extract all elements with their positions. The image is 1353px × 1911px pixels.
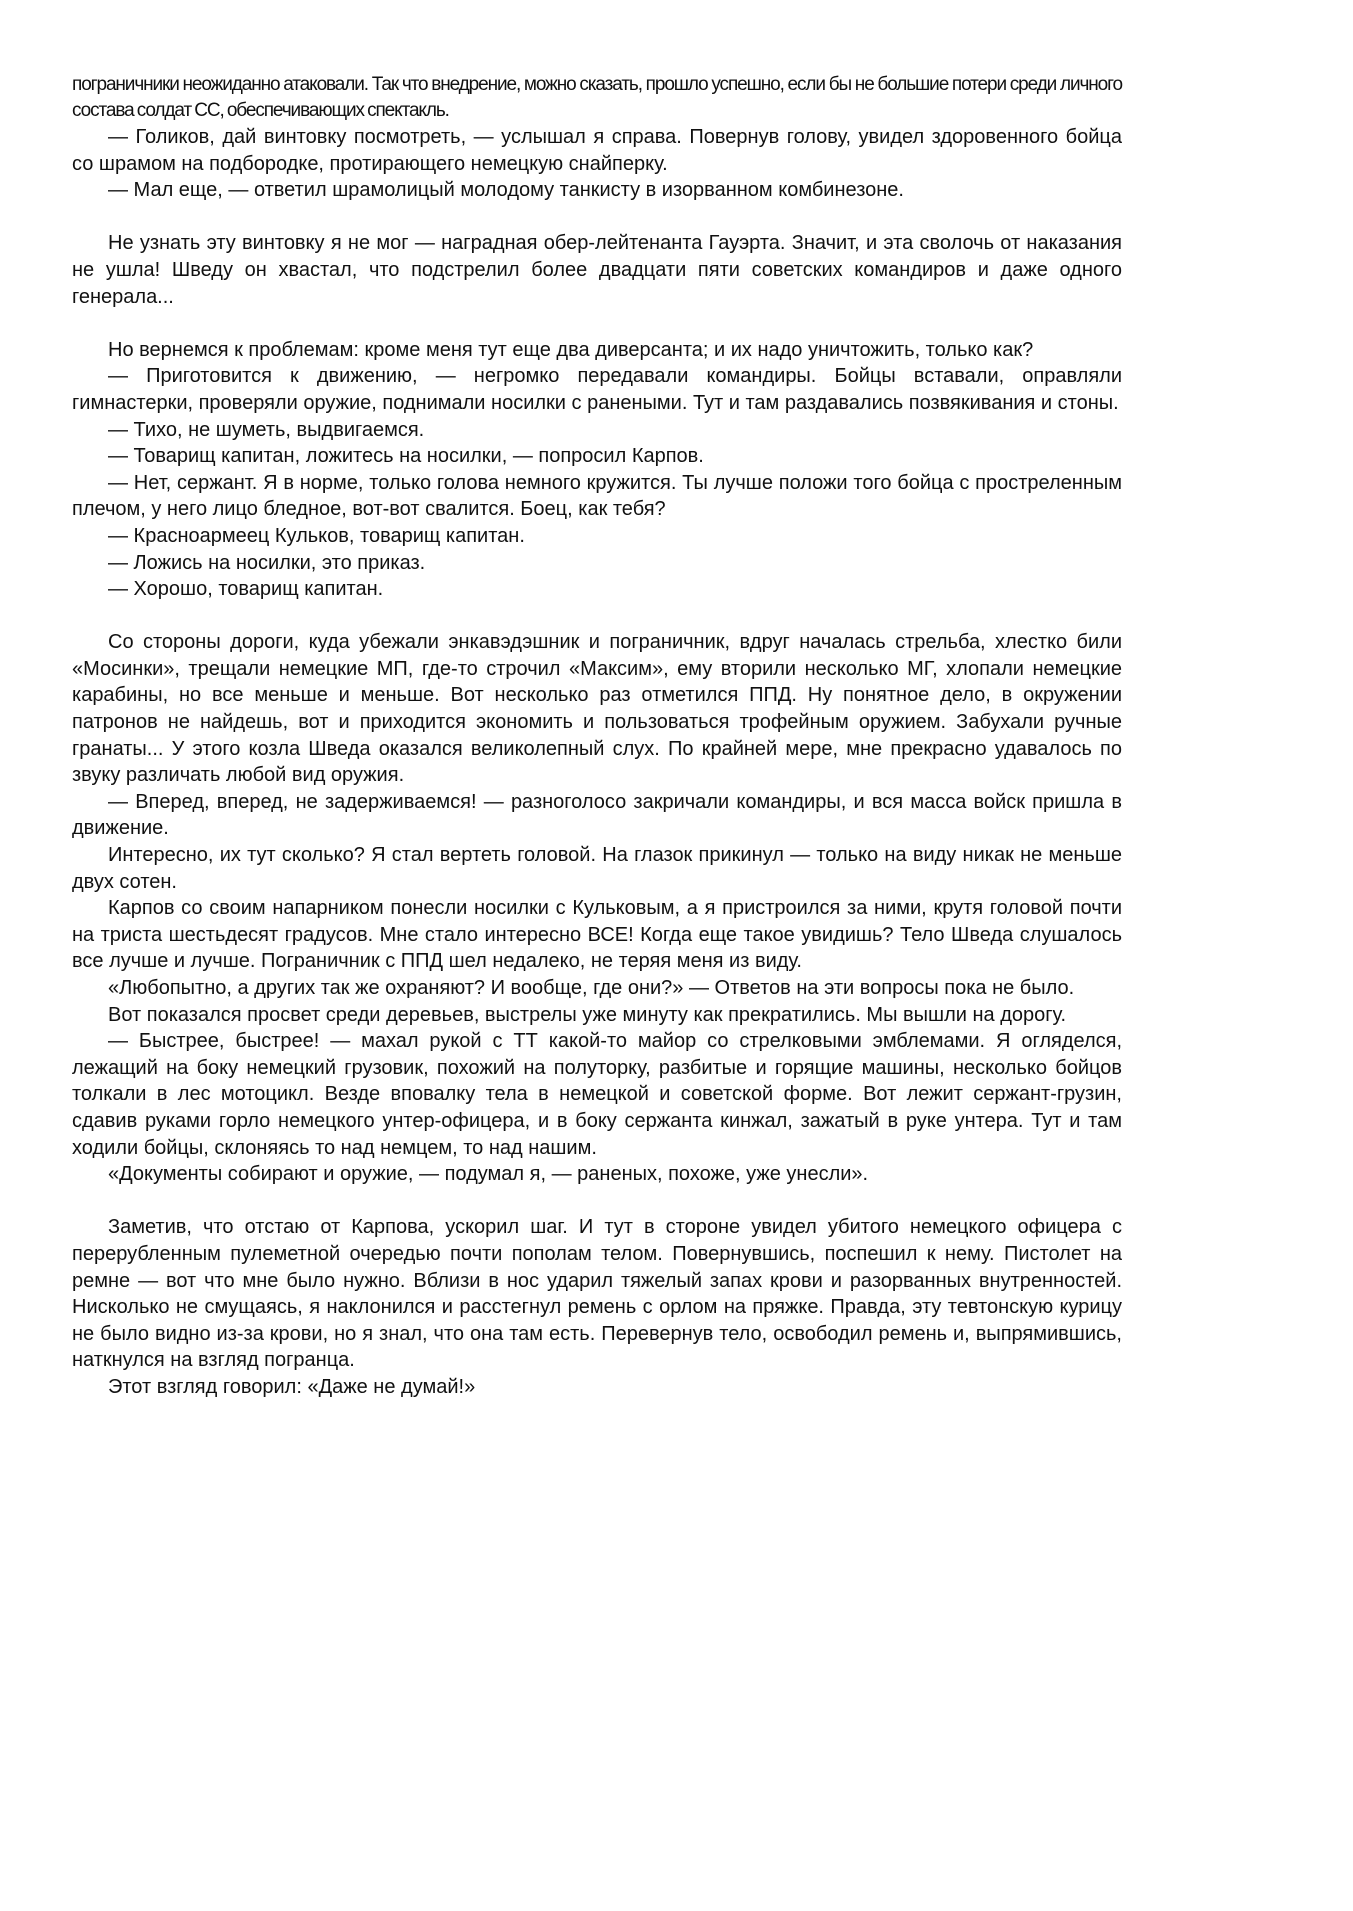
paragraph-4: Не узнать эту винтовку я не мог — наградная обер-лейтенанта Гауэрта. Значит, и эта сволочь от наказания не ушла! Шведу он хвастал, что подстрелил более двадцати пяти советских командиров и даже одного генерала... <box>72 232 1122 308</box>
paragraph-10: — Красноармеец Кульков, товарищ капитан. <box>108 524 525 547</box>
paragraph-5: Но вернемся к проблемам: кроме меня тут еще два диверсанта; и их надо уничтожить, только как? <box>108 338 1034 361</box>
paragraph-11: — Ложись на носилки, это приказ. <box>108 551 426 574</box>
paragraph-3: — Мал еще, — ответил шрамолицый молодому танкисту в изорванном комбинезоне. <box>108 179 904 202</box>
paragraph-2: — Голиков, дай винтовку посмотреть, — услышал я справа. Повернув голову, увидел здоровенного бойца со шрамом на подбородке, протирающего немецкую снайперку. <box>72 126 1122 175</box>
paragraph-gap <box>72 603 1122 630</box>
paragraph-19: — Быстрее, быстрее! — махал рукой с ТТ какой-то майор со стрелковыми эмблемами. Я огляделся, лежащий на боку немецкий грузовик, похожий на полуторку, разбитые и горящие машины, несколько бойцов толкали в лес мотоцикл. Везде вповалку тела в немецкой и советской форме. Вот лежит сержант-грузин, сдавив руками горло немецкого унтер-офицера, и в боку сержанта кинжал, зажатый в руке унтера. Тут и там ходили бойцы, склоняясь то над немцем, то над нашим. <box>72 1030 1122 1159</box>
paragraph-9: — Нет, сержант. Я в норме, только голова немного кружится. Ты лучше положи того бойца с простреленным плечом, у него лицо бледное, вот-вот свалится. Боец, как тебя? <box>72 471 1122 521</box>
paragraph-6: — Приготовится к движению, — негромко передавали командиры. Бойцы вставали, оправляли гимнастерки, проверяли оружие, поднимали носилки с ранеными. Тут и там раздавались позвякивания и стоны. <box>72 365 1122 414</box>
paragraph-gap <box>72 1188 1122 1215</box>
paragraph-18: Вот показался просвет среди деревьев, выстрелы уже минуту как прекратились. Мы вышли на дорогу. <box>108 1003 1067 1026</box>
paragraph-gap <box>72 310 1122 337</box>
paragraph-12: — Хорошо, товарищ капитан. <box>108 578 384 601</box>
document-page <box>72 72 1122 1401</box>
paragraph-1: пограничники неожиданно атаковали. Так что внедрение, можно сказать, прошло успешно, если бы не большие потери среди личного состава солдат СС, обеспечивающих спектакль. <box>72 74 1122 121</box>
paragraph-gap <box>72 204 1122 231</box>
paragraph-17: «Любопытно, а других так же охраняют? И вообще, где они?» — Ответов на эти вопросы пока не было. <box>108 977 1075 999</box>
paragraph-13: Со стороны дороги, куда убежали энкавэдэшник и пограничник, вдруг началась стрельба, хлестко били «Мосинки», трещали немецкие МП, где-то строчил «Максим», ему вторили несколько МГ, хлопали немецкие карабины, но все меньше и меньше. Вот несколько раз отметился ППД. Ну понятное дело, в окружении патронов не найдешь, вот и приходится экономить и пользоваться трофейным оружием. Забухали ручные гранаты... У этого козла Шведа оказался великолепный слух. По крайней мере, мне прекрасно удавалось по звуку различать любой вид оружия. <box>72 631 1122 787</box>
paragraph-22: Этот взгляд говорил: «Даже не думай!» <box>108 1375 476 1398</box>
paragraph-8: — Товарищ капитан, ложитесь на носилки, — попросил Карпов. <box>108 445 704 468</box>
paragraph-16: Карпов со своим напарником понесли носилки с Кульковым, а я пристроился за ними, крутя головой почти на триста шестьдесят градусов. Мне стало интересно ВСЕ! Когда еще такое увидишь? Тело Шведа слушалось все лучше и лучше. Пограничник с ППД шел недалеко, не теряя меня из виду. <box>72 897 1122 973</box>
paragraph-15: Интересно, их тут сколько? Я стал вертеть головой. На глазок прикинул — только на виду никак не меньше двух сотен. <box>72 844 1122 893</box>
paragraph-21: Заметив, что отстаю от Карпова, ускорил шаг. И тут в стороне увидел убитого немецкого офицера с перерубленным пулеметной очередью почти пополам телом. Повернувшись, поспешил к нему. Пистолет на ремне — вот что мне было нужно. Вблизи в нос ударил тяжелый запах крови и разорванных внутренностей. Нисколько не смущаясь, я наклонился и расстегнул ремень с орлом на пряжке. Правда, эту тевтонскую курицу не было видно из-за крови, но я знал, что она там есть. Перевернув тело, освободил ремень и, выпрямившись, наткнулся на взгляд погранца. <box>72 1216 1122 1372</box>
paragraph-7: — Тихо, не шуметь, выдвигаемся. <box>108 418 425 441</box>
paragraph-20: «Документы собирают и оружие, — подумал я, — раненых, похоже, уже унесли». <box>108 1163 869 1186</box>
paragraph-14: — Вперед, вперед, не задерживаемся! — разноголосо закричали командиры, и вся масса войск пришла в движение. <box>72 790 1122 840</box>
